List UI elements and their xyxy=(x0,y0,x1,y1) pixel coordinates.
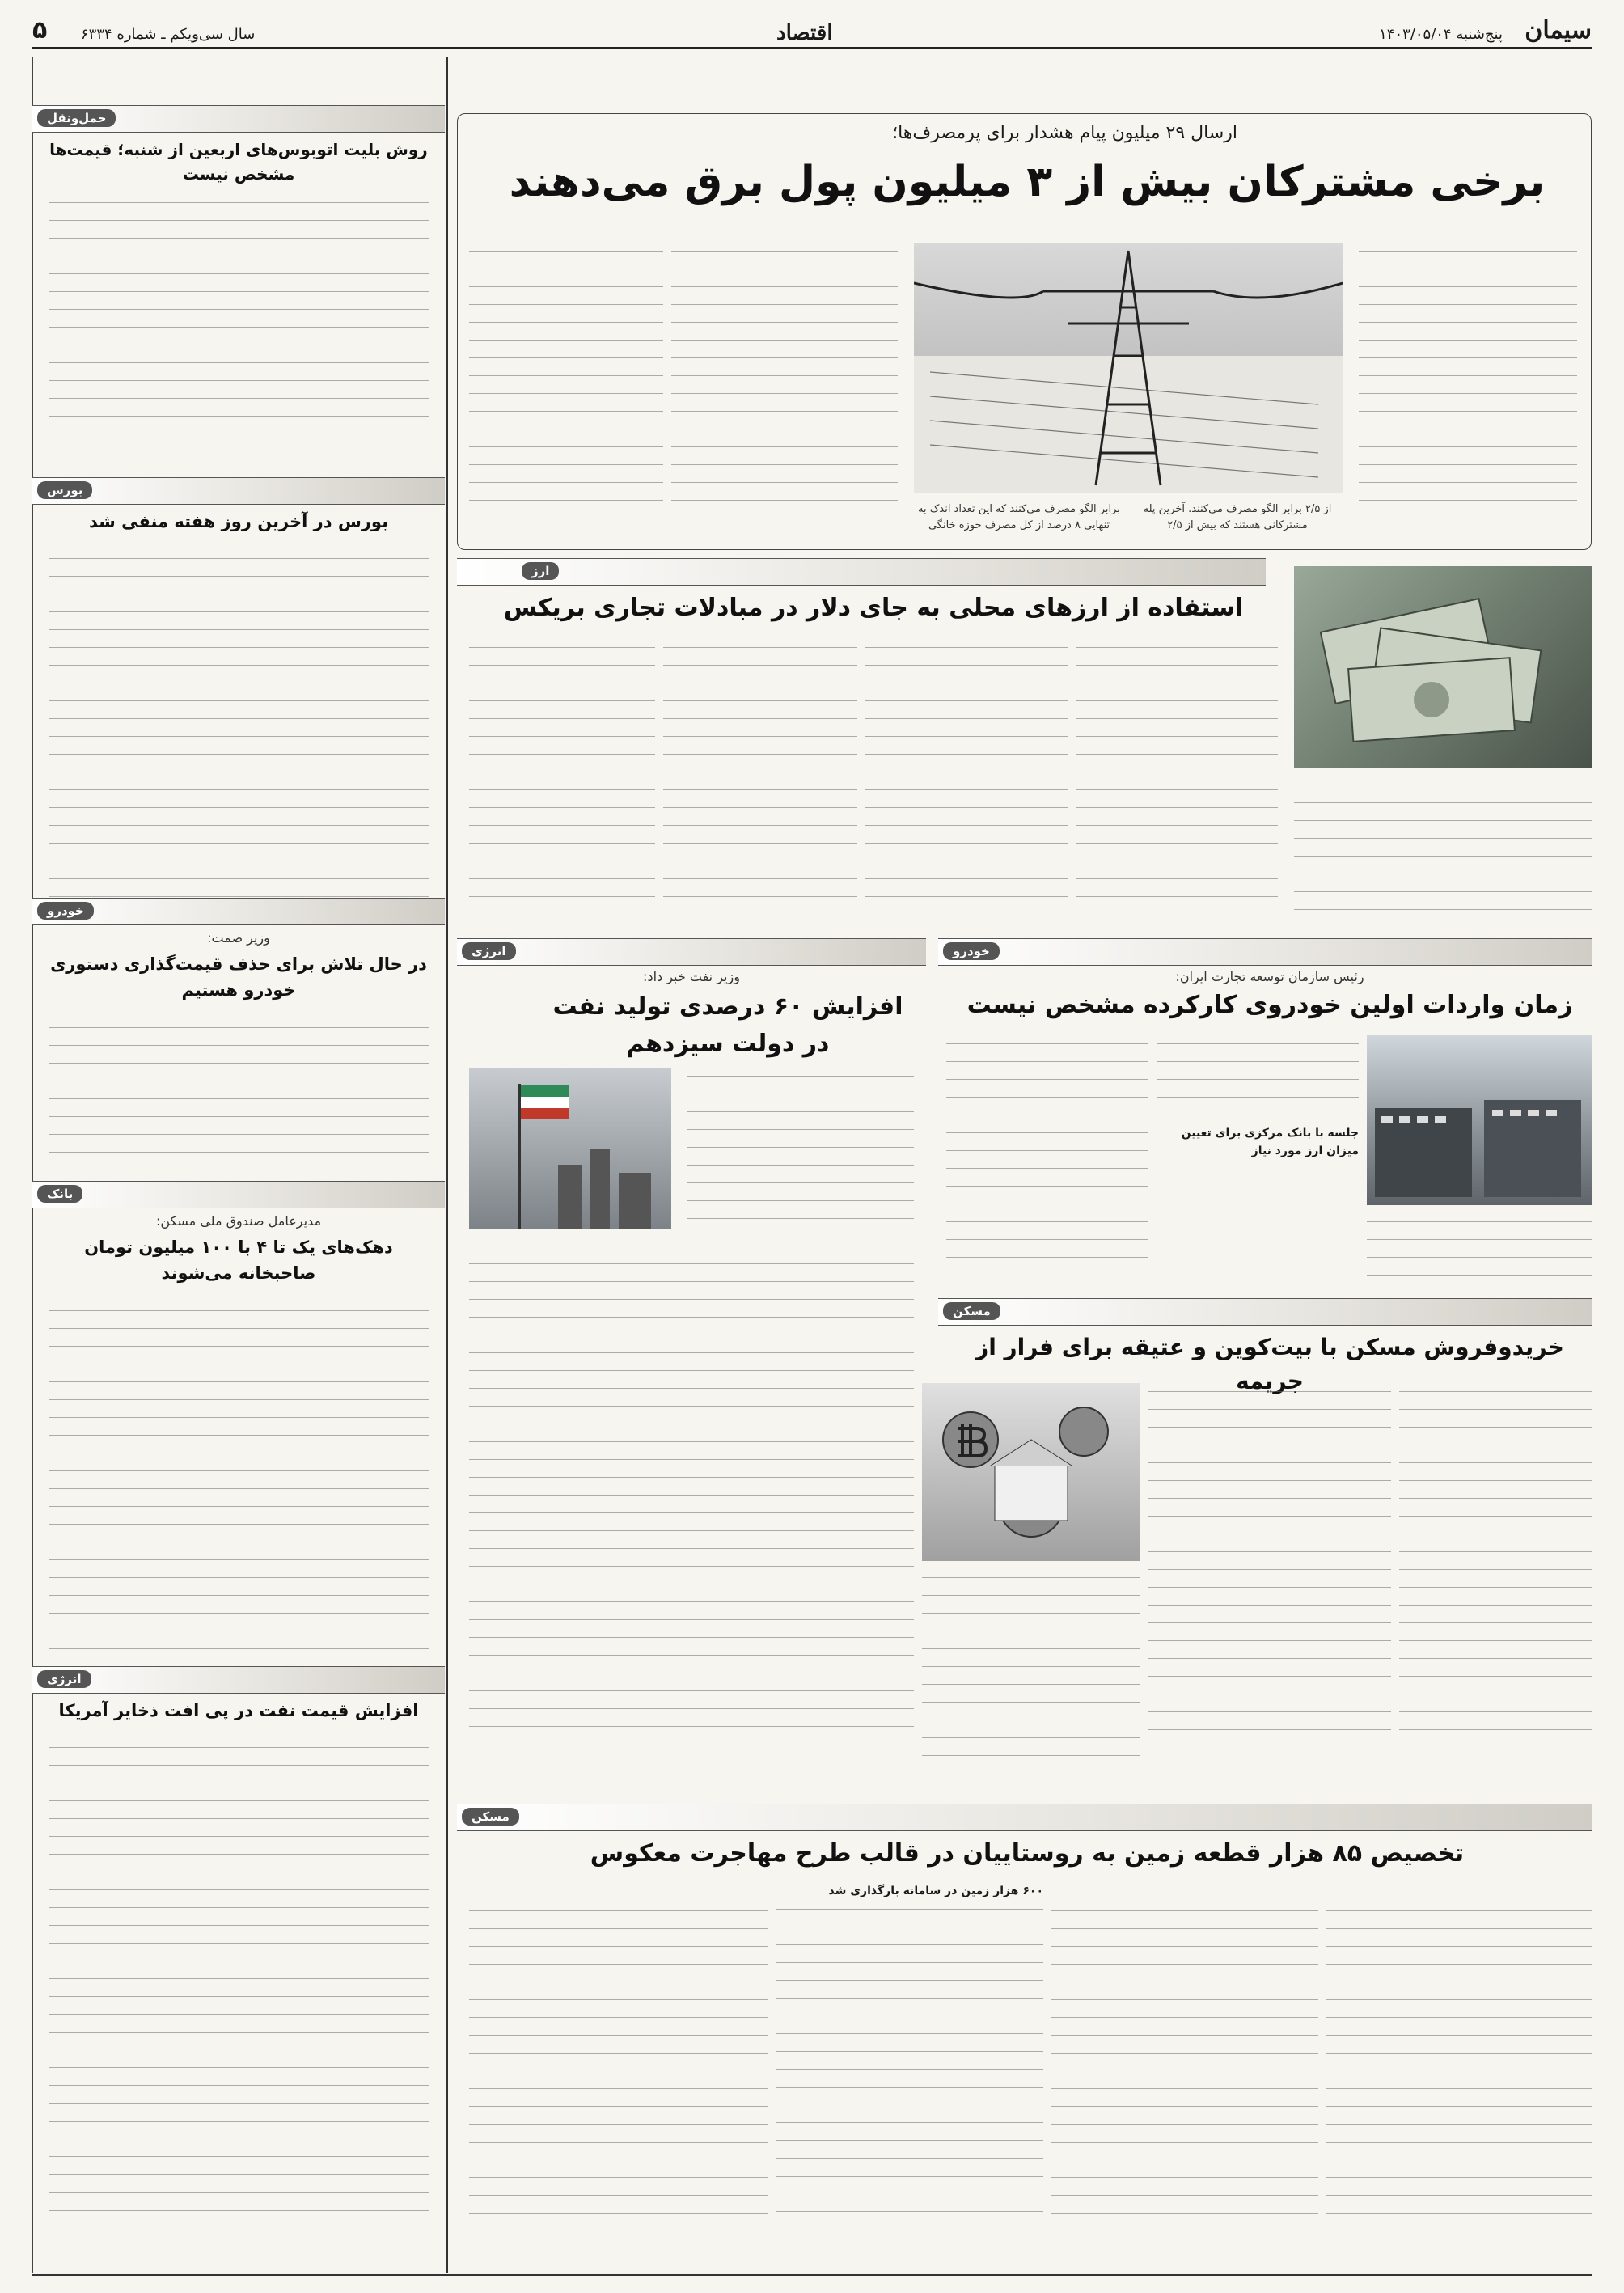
lead-body-col3 xyxy=(671,243,898,542)
lead-body-col1 xyxy=(1359,243,1577,542)
sidebar-auto-kicker: وزیر صمت: xyxy=(207,930,270,946)
page-number: ۵ xyxy=(32,16,48,44)
sidebar-auto-title: در حال تلاش برای حذف قیمت‌گذاری دستوری خودرو هستیم xyxy=(50,954,427,1000)
lead-caption-2: از ۲/۵ برابر الگو مصرف می‌کنند. آخرین پله مشترکانی هستند که بیش از ۲/۵ xyxy=(1143,503,1332,531)
sidebar-bank-kicker: مدیرعامل صندوق ملی مسکن: xyxy=(155,1213,322,1229)
car-import-kicker: رئیس سازمان توسعه تجارت ایران: xyxy=(1175,969,1364,984)
masthead-issue: سال سی‌ویکم ـ شماره ۶۳۳۴ xyxy=(81,26,256,43)
car-import-photo-port xyxy=(1367,1035,1592,1205)
lead-kicker: ارسال ۲۹ میلیون پیام هشدار برای پرمصرف‌ها؛ xyxy=(892,123,1237,143)
land-subhead: ۶۰۰ هزار زمین در سامانه بارگذاری شد xyxy=(828,1885,1043,1897)
sidebar-transport-title: روش بلیت اتوبوس‌های اربعین از شنبه؛ قیمت‌ها مشخص نیست xyxy=(49,140,428,184)
sidebar-bourse-body xyxy=(49,550,429,930)
oil-tag: انرژی xyxy=(462,942,516,960)
housing-body-col2 xyxy=(1148,1383,1391,1787)
oil-title: افزایش ۶۰ درصدی تولید نفت در دولت سیزدهم xyxy=(552,992,903,1058)
sidebar-auto-tag: خودرو xyxy=(37,902,94,920)
sidebar-transport-body xyxy=(49,194,429,453)
car-import-body-col1 xyxy=(1367,1213,1592,1294)
land-body-col4 xyxy=(469,1885,768,2265)
currency-bar xyxy=(457,558,1266,586)
refinery-icon xyxy=(469,1068,671,1229)
car-import-subhead: جلسه با بانک مرکزی برای تعیین میزان ارز مورد نیاز xyxy=(1181,1127,1359,1157)
page-bottom-rule xyxy=(32,2274,1592,2276)
car-import-title: زمان واردات اولین خودروی کارکرده مشخص نیست xyxy=(966,991,1573,1019)
lead-photo-transmission-tower xyxy=(914,243,1343,493)
car-import-bar xyxy=(938,938,1592,966)
sidebar-bourse-tag: بورس xyxy=(37,481,92,499)
land-body-col3 xyxy=(776,1901,1043,2265)
currency-body-col2 xyxy=(1076,639,1278,922)
housing-title: خریدوفروش مسکن با بیت‌کوین و عتیقه برای فرار از جریمه xyxy=(975,1334,1564,1394)
land-tag: مسکن xyxy=(462,1808,519,1826)
transmission-tower-icon xyxy=(914,243,1343,493)
currency-body-col5 xyxy=(469,639,655,922)
sidebar-divider xyxy=(446,57,448,2273)
currency-body-col3 xyxy=(865,639,1068,922)
housing-bar xyxy=(938,1298,1592,1326)
sidebar-auto-bar xyxy=(32,898,445,925)
housing-body-col3 xyxy=(922,1569,1140,1787)
ship-icon xyxy=(1367,1035,1592,1205)
car-import-tag: خودرو xyxy=(943,942,1000,960)
oil-body-col1 xyxy=(687,1068,914,1229)
currency-photo-dollars xyxy=(1294,566,1592,768)
sidebar-bank-body xyxy=(49,1302,429,1682)
land-title: تخصیص ۸۵ هزار قطعه زمین به روستاییان در قالب طرح مهاجرت معکوس xyxy=(590,1839,1465,1868)
sidebar-bank-title: دهک‌های یک تا ۴ با ۱۰۰ میلیون تومان صاحبخانه می‌شوند xyxy=(84,1237,393,1283)
oil-body-wide xyxy=(469,1237,914,1787)
sidebar-bourse-bar xyxy=(32,477,445,505)
lead-caption: برابر الگو مصرف می‌کنند که این تعداد اندک به تنهایی ۸ درصد از کل مصرف حوزه خانگی xyxy=(918,503,1120,531)
housing-photo-bitcoin xyxy=(922,1383,1140,1561)
bitcoin-icon xyxy=(922,1383,1140,1561)
banknote-icon xyxy=(1294,566,1592,768)
housing-tag: مسکن xyxy=(943,1302,1000,1320)
land-body-col2 xyxy=(1051,1885,1318,2265)
sidebar-transport-tag: حمل‌ونقل xyxy=(37,109,116,127)
currency-body-col1 xyxy=(1294,776,1592,922)
sidebar-bank-bar xyxy=(32,1181,445,1208)
masthead-date: پنج‌شنبه ۱۴۰۳/۰۵/۰۴ xyxy=(1379,26,1503,43)
oil-photo-refinery xyxy=(469,1068,671,1229)
masthead-section: اقتصاد xyxy=(776,21,833,45)
car-import-body-col3 xyxy=(946,1035,1148,1294)
currency-title: استفاده از ارزهای محلی به جای دلار در مبادلات تجاری بریکس xyxy=(503,594,1244,622)
currency-tag: ارز xyxy=(522,562,559,580)
sidebar-energy-title: افزایش قیمت نفت در پی افت ذخایر آمریکا xyxy=(58,1701,419,1720)
sidebar-bourse-title: بورس در آخرین روز هفته منفی شد xyxy=(89,512,388,531)
land-body-col1 xyxy=(1326,1885,1592,2265)
masthead-logo: سیمان xyxy=(1525,16,1592,44)
car-import-body-col2 xyxy=(1157,1035,1359,1294)
sidebar-energy-body xyxy=(49,1739,429,2265)
oil-bar xyxy=(457,938,926,966)
currency-body-col4 xyxy=(663,639,857,922)
sidebar-bank-tag: بانک xyxy=(37,1185,82,1203)
sidebar-energy-bar xyxy=(32,1666,445,1694)
sidebar-transport-bar xyxy=(32,105,445,133)
masthead-rule xyxy=(32,47,1592,49)
masthead xyxy=(32,16,1592,47)
lead-title: برخی مشترکان بیش از ۳ میلیون پول برق می‌دهند xyxy=(509,158,1546,206)
sidebar-energy-tag: انرژی xyxy=(37,1670,91,1688)
land-bar xyxy=(457,1804,1592,1831)
lead-body-col4 xyxy=(469,243,663,542)
oil-kicker: وزیر نفت خبر داد: xyxy=(643,969,740,984)
housing-body-col1 xyxy=(1399,1383,1592,1787)
